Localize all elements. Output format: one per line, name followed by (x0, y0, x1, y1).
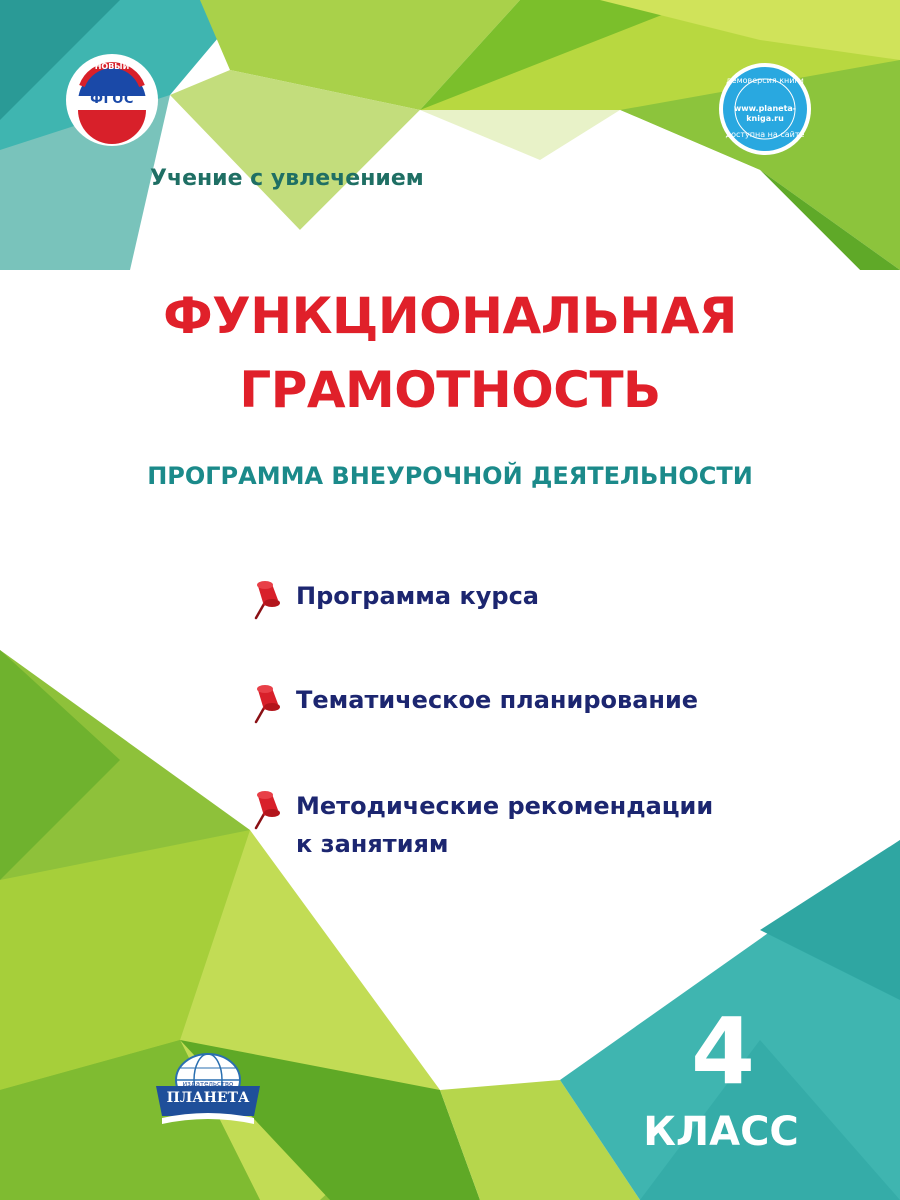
pushpin-icon (248, 790, 282, 830)
grade-number: 4 (690, 998, 755, 1105)
demo-badge-bottom: доступна на сайте (725, 130, 805, 139)
title-line-2: ГРАМОТНОСТЬ (239, 361, 661, 419)
publisher-logo (150, 1050, 266, 1130)
fgos-badge (64, 52, 160, 148)
fgos-label: ФГОС (90, 92, 134, 107)
subtitle: ПРОГРАММА ВНЕУРОЧНОЙ ДЕЯТЕЛЬНОСТИ (147, 462, 753, 490)
feature-text-line-1: Методические рекомендации (296, 792, 714, 820)
demo-badge-top: демоверсия книги (726, 76, 804, 85)
grade-label: КЛАСС (643, 1109, 799, 1155)
title-line-1: ФУНКЦИОНАЛЬНАЯ (163, 287, 737, 345)
publisher-name: ПЛАНЕТА (166, 1090, 250, 1106)
publisher-top-label: издательство (182, 1080, 234, 1088)
demo-badge-url: www.planeta-kniga.ru (733, 104, 797, 123)
feature-text: Программа курса (296, 582, 539, 610)
series-name: Учение с увлечением (150, 166, 424, 191)
feature-text-line-2: к занятиям (296, 830, 449, 858)
fgos-new-label: НОВЫЙ (94, 62, 130, 71)
feature-text: Тематическое планирование (296, 686, 699, 714)
pushpin-icon (248, 684, 282, 724)
demo-badge (718, 62, 812, 156)
pushpin-icon (248, 580, 282, 620)
